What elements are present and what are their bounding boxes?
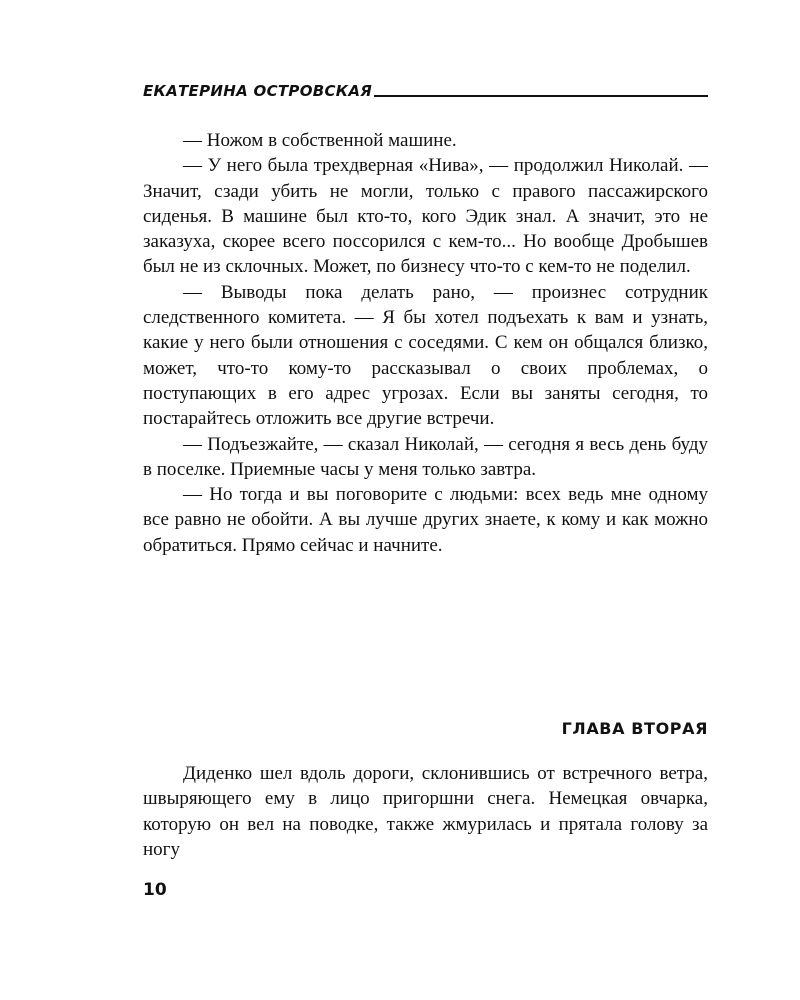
header-rule (374, 95, 708, 97)
paragraph: — Подъезжайте, — сказал Николай, — сегодня я весь день буду в поселке. Приемные часы у меня только завтра. (143, 433, 708, 480)
main-text (143, 128, 708, 558)
running-header (143, 82, 708, 100)
author-name: ЕКАТЕРИНА ОСТРОВСКАЯ (143, 82, 373, 100)
page-number: 10 (143, 880, 167, 900)
paragraph: — Ножом в собственной машине. (183, 130, 457, 151)
paragraph: — Но тогда и вы поговорите с людьми: всех ведь мне одному все равно не обойти. А вы лучше других знаете, к кому и как можно обратиться. Прямо сейчас и начните. (143, 484, 708, 556)
chapter-text (143, 761, 708, 862)
paragraph: — Выводы пока делать рано, — произнес сотрудник следственного комитета. — Я бы хотел подъехать к вам и узнать, какие у него были отношения с соседями. С кем он общался близко, может, что-то кому-то рассказывал о своих проблемах, о поступающих в его адрес угрозах. Если вы заняты сегодня, то постарайтесь отложить все другие встречи. (143, 281, 708, 430)
paragraph: — У него была трехдверная «Нива», — продолжил Николай. — Значит, сзади убить не могли, только с правого пассажирского сиденья. В машине был кто-то, кого Эдик знал. А значит, это не заказуха, скорее всего поссорился с кем-то... Но вообще Дробышев был не из склочных. Может, по бизнесу что-то с кем-то не поделил. (143, 155, 708, 278)
paragraph: Диденко шел вдоль дороги, склонившись от встречного ветра, швыряющего ему в лицо пригоршни снега. Немецкая овчарка, которую он вел на поводке, также жмурилась и прятала голову за ногу (143, 763, 708, 860)
chapter-title: ГЛАВА ВТОРАЯ (561, 719, 708, 738)
